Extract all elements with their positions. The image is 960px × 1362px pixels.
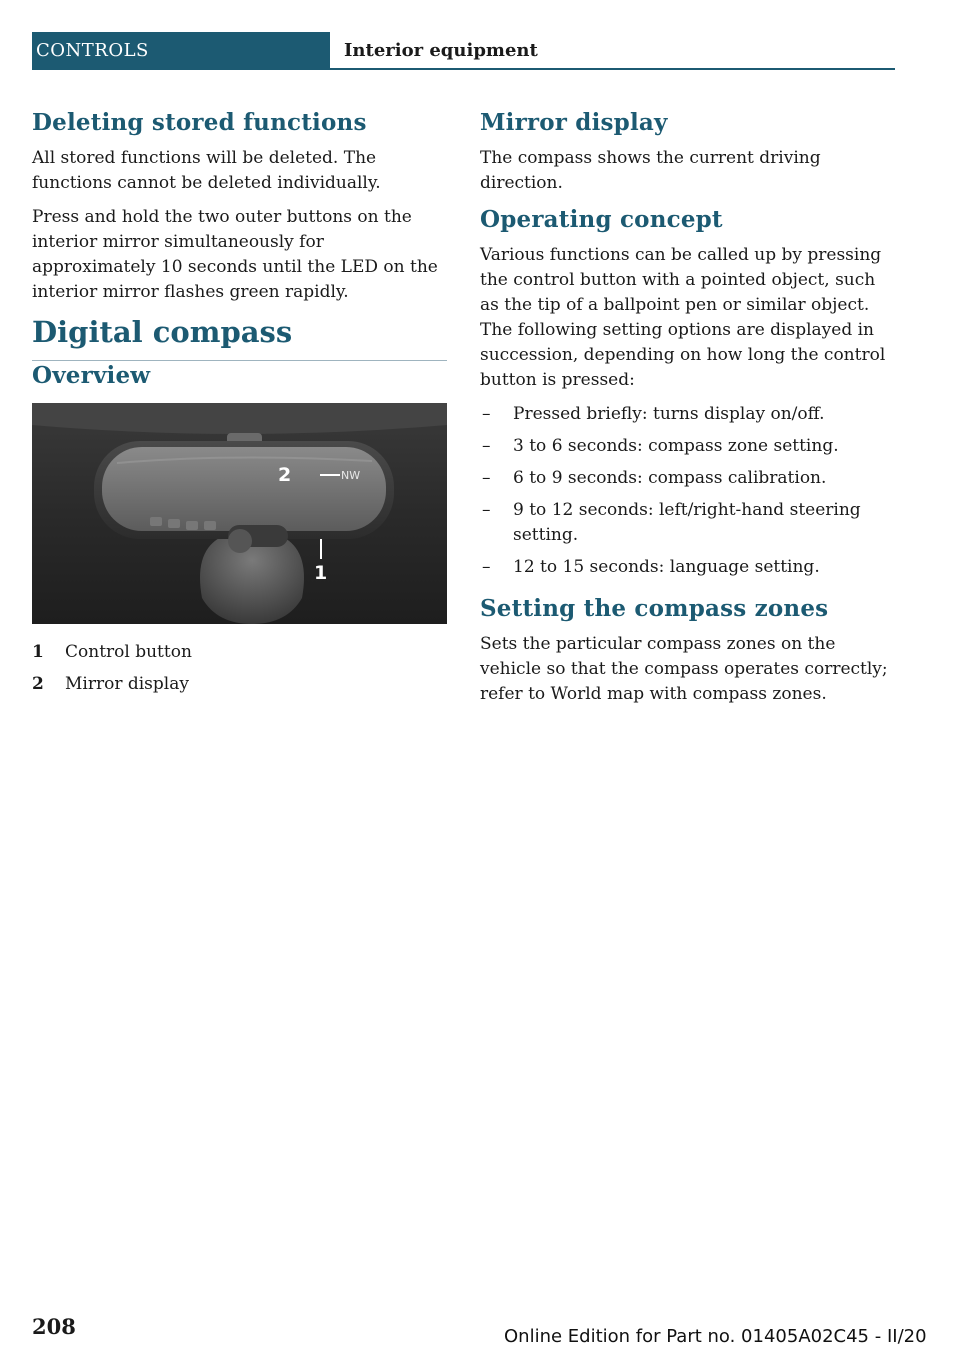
- legend-item: [32, 668, 447, 700]
- list-item-text: 3 to 6 seconds: compass zone setting.: [513, 436, 839, 456]
- legend-number: 2: [32, 674, 44, 694]
- list-item: [480, 555, 896, 580]
- legend-text: Mirror display: [65, 674, 189, 694]
- list-item-text: Pressed briefly: turns display on/off.: [513, 404, 825, 424]
- edition-note: Online Edition for Part no. 01405A02C45 - II/20: [504, 1326, 927, 1347]
- deleting-stored-functions-heading: Deleting stored functions: [32, 109, 367, 136]
- list-item: [480, 498, 896, 548]
- list-item: [480, 434, 896, 459]
- list-item: [480, 402, 896, 427]
- setting-options-list: [480, 402, 896, 580]
- list-dash: –: [482, 436, 491, 456]
- compass-zones-heading: Setting the compass zones: [480, 595, 829, 622]
- figure-label-2: 2: [278, 464, 292, 486]
- overview-heading: Overview: [32, 362, 151, 389]
- figure-legend: [32, 636, 447, 700]
- operating-concept-paragraph: Various functions can be called up by pressing the control button with a pointed object, such as the tip of a ballpoint pen or similar object. The following setting options are displayed in succession, depending on how long the control button is pressed:: [480, 245, 886, 390]
- list-item-text: 12 to 15 seconds: language setting.: [513, 557, 820, 577]
- page-header: [32, 32, 895, 70]
- digital-compass-heading: Digital compass: [32, 314, 447, 361]
- interior-mirror-figure: [32, 403, 447, 624]
- list-item: [480, 466, 896, 491]
- figure-label-1: 1: [314, 562, 328, 584]
- legend-text: Control button: [65, 642, 192, 662]
- deleting-paragraph-2: Press and hold the two outer buttons on the interior mirror simultaneously for approximately 10 seconds until the LED on the interior mirror flashes green rapidly.: [32, 207, 438, 302]
- header-section-label: CONTROLS: [32, 32, 330, 70]
- compass-zones-paragraph: Sets the particular compass zones on the vehicle so that the compass operates correctly; refer to World map with compass zones.: [480, 634, 888, 704]
- left-column: [32, 108, 447, 700]
- list-dash: –: [482, 557, 491, 577]
- mirror-display-paragraph: The compass shows the current driving direction.: [480, 148, 821, 193]
- legend-number: 1: [32, 642, 44, 662]
- list-item-text: 9 to 12 seconds: left/right-hand steering setting.: [513, 500, 861, 545]
- deleting-paragraph-1: All stored functions will be deleted. The functions cannot be deleted individually.: [32, 148, 381, 193]
- mirror-display-heading: Mirror display: [480, 109, 668, 136]
- list-dash: –: [482, 404, 491, 424]
- list-dash: –: [482, 500, 491, 520]
- operating-concept-heading: Operating concept: [480, 206, 723, 233]
- right-column: [480, 108, 896, 716]
- list-item-text: 6 to 9 seconds: compass calibration.: [513, 468, 827, 488]
- legend-item: [32, 636, 447, 668]
- interior-mirror-illustration: [32, 403, 447, 624]
- page-number: 208: [32, 1314, 76, 1339]
- list-dash: –: [482, 468, 491, 488]
- header-chapter-title: Interior equipment: [330, 32, 895, 70]
- mirror-display-text: NW: [341, 469, 361, 482]
